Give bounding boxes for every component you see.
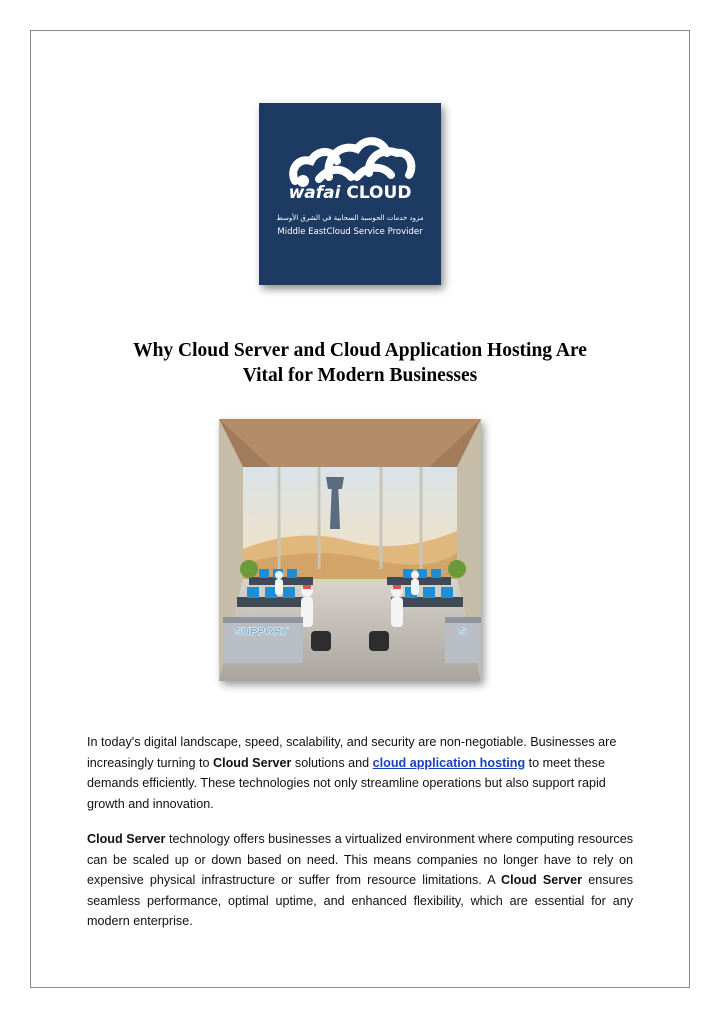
office-photo: [219, 419, 481, 681]
paragraph-intro: In today's digital landscape, speed, scalability, and security are non-negotiable. Businesses are increasingly turning to Cloud Server solutions and cloud application hosting to meet these demands efficiently. These technologies not only streamline operations but also support rapid growth and innovation.: [87, 735, 617, 811]
logo-english-tagline: Middle EastCloud Service Provider: [277, 227, 423, 237]
bold-cloud-server: Cloud Server: [87, 832, 166, 846]
wafai-cloud-logo: [259, 103, 441, 285]
logo-arabic-tagline: مزود خدمات الحوسبة السحابية في الشرق الأوسط: [276, 214, 424, 222]
bold-cloud-server: Cloud Server: [213, 755, 292, 770]
paragraph-cloud-server: Cloud Server technology offers businesses a virtualized environment where computing resources can be scaled up or down based on need. This means companies no longer have to rely on expensive physical infrastructure or suffer from resource limitations. A Cloud Server ensures seamless performance, optimal uptime, and enhanced flexibility, which are essential for any modern enterprise.: [87, 832, 634, 928]
cloud-application-hosting-link[interactable]: cloud application hosting: [372, 755, 526, 770]
support-sign-left: SUPPORT: [235, 626, 289, 638]
article-title: Why Cloud Server and Cloud Application Hosting Are Vital for Modern Businesses: [133, 340, 587, 386]
support-sign-right: S: [459, 626, 467, 638]
bold-cloud-server: Cloud Server: [501, 873, 583, 887]
logo-brand-text: wafai CLOUD: [288, 183, 412, 203]
support-office-illustration: [219, 419, 481, 681]
